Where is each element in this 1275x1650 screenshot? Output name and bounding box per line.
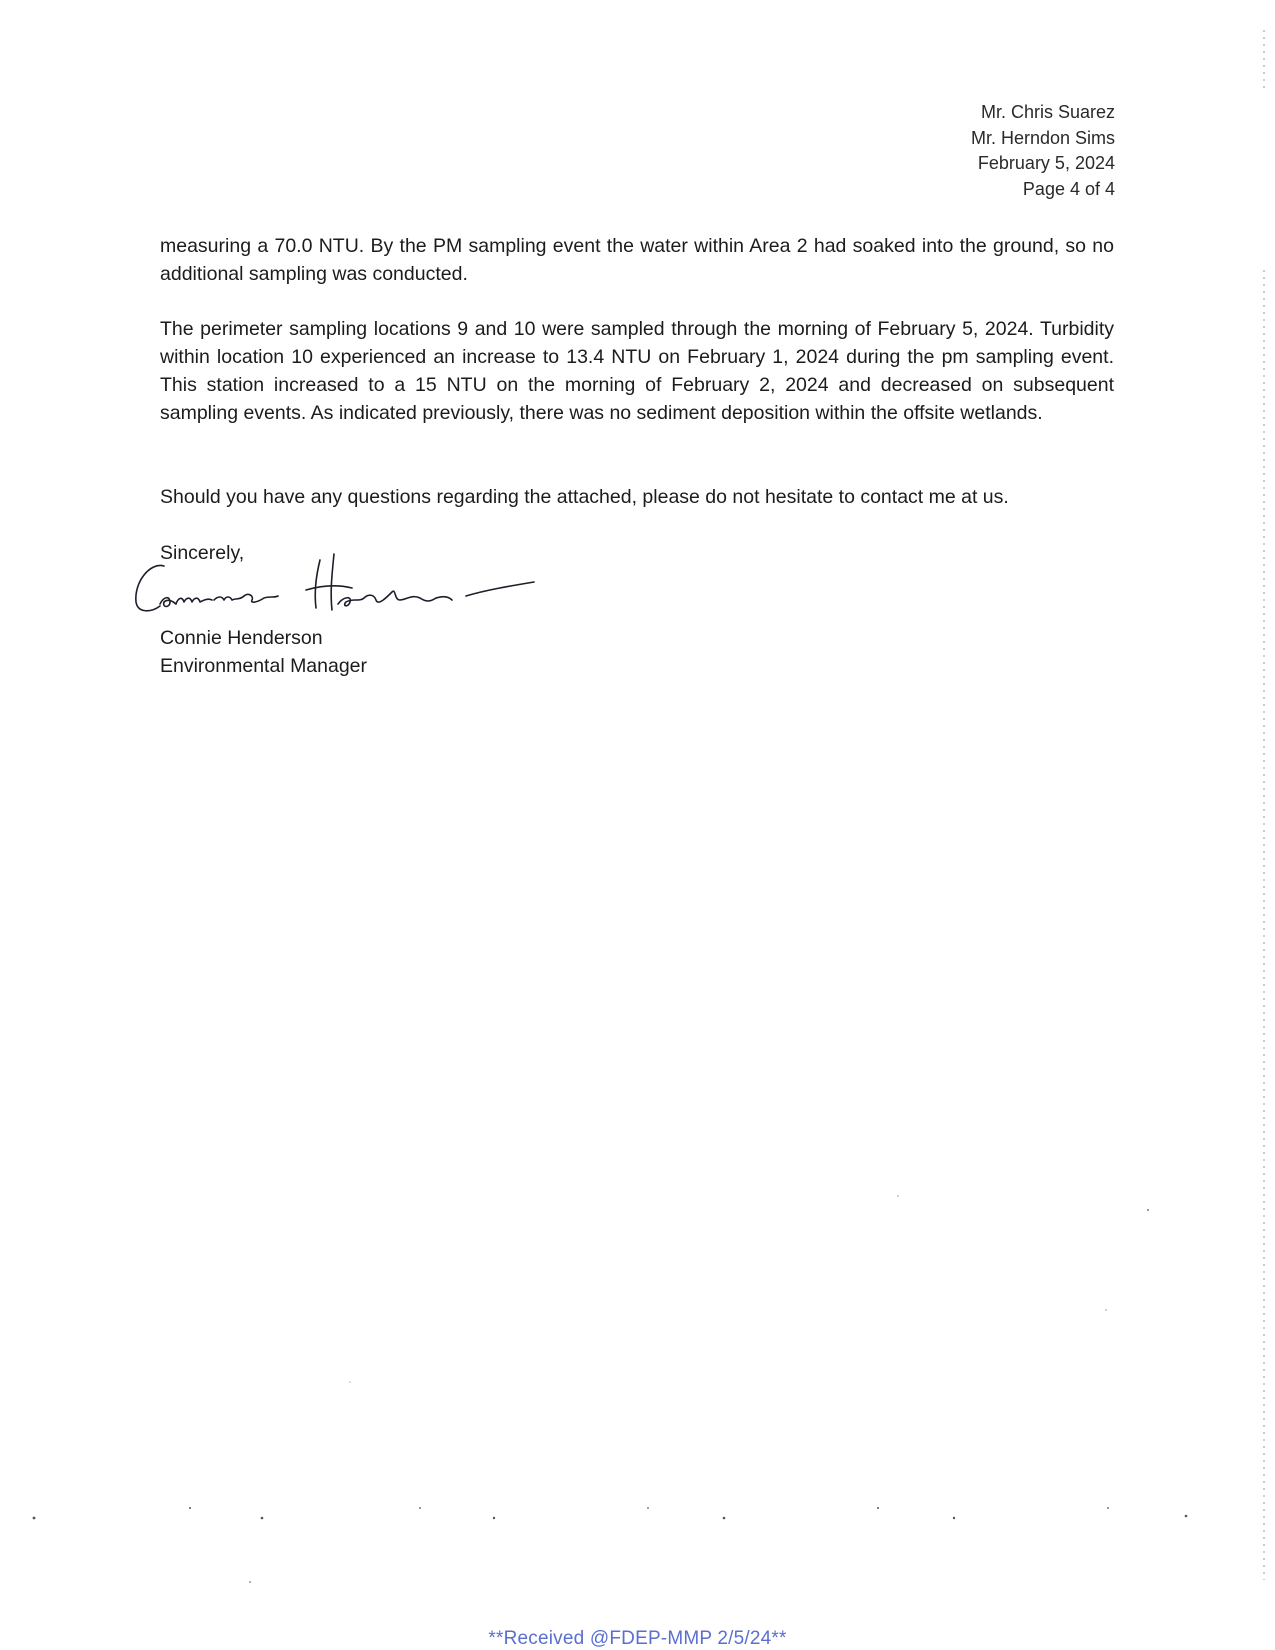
signer-name: Connie Henderson <box>160 627 323 649</box>
recipient-1: Mr. Chris Suarez <box>980 102 1115 122</box>
paragraph-2: The perimeter sampling locations 9 and 10 were sampled through the morning of February 5, 2024. Turbidity within location 10 experienced an increase to 13.4 NTU on February 1, 2024 during the pm sampling event. This station increased to a 15 NTU on the morning of February 2, 2024 and decreased on subsequent sampling events. As indicated previously, there was no sediment deposition within the offsite wetlands. <box>160 318 1114 424</box>
signer-title: Environmental Manager <box>160 655 368 677</box>
recipient-2: Mr. Herndon Sims <box>970 127 1115 148</box>
closing-salutation: Sincerely, <box>160 542 245 564</box>
received-stamp: **Received @FDEP-MMP 2/5/24** <box>488 1628 787 1649</box>
paragraph-3: Should you have any questions regarding the attached, please do not hesitate to contact me at us. <box>160 486 1009 508</box>
paragraph-1: measuring a 70.0 NTU. By the PM sampling event the water within Area 2 had soaked into the ground, so no additional sampling was conducted. <box>160 235 1114 285</box>
letter-date: February 5, 2024 <box>977 153 1115 173</box>
page-number: Page 4 of 4 <box>1022 178 1115 199</box>
